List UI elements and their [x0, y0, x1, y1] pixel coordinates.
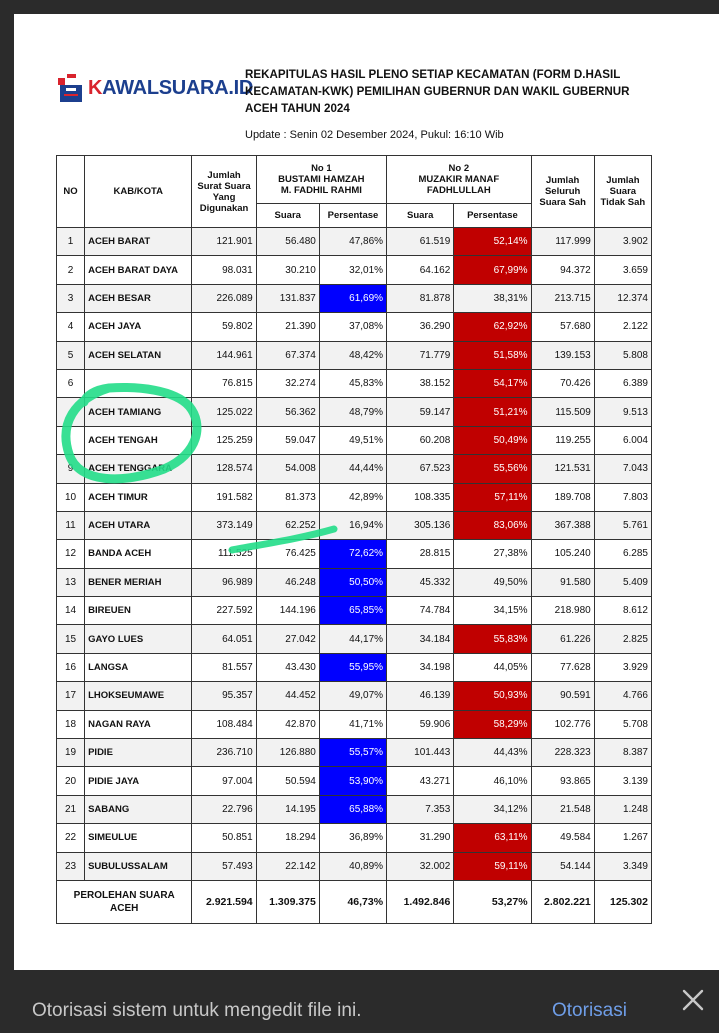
table-row	[57, 739, 652, 767]
row-surat: 226.089	[192, 284, 256, 312]
row-no: 10	[57, 483, 85, 511]
row-no: 2	[57, 256, 85, 284]
row-suara-sah: 54.144	[531, 852, 594, 880]
row-suara-sah: 115.509	[531, 398, 594, 426]
row-persentase-1: 41,71%	[319, 710, 386, 738]
row-suara-sah: 21.548	[531, 795, 594, 823]
row-suara-tidak-sah: 6.004	[594, 426, 651, 454]
row-suara-sah: 139.153	[531, 341, 594, 369]
row-persentase-2: 51,21%	[454, 398, 531, 426]
row-suara-tidak-sah: 5.708	[594, 710, 651, 738]
row-persentase-1: 48,42%	[319, 341, 386, 369]
row-no: 9	[57, 455, 85, 483]
row-suara-1: 21.390	[256, 313, 319, 341]
row-persentase-1: 45,83%	[319, 369, 386, 397]
row-persentase-2: 59,11%	[454, 852, 531, 880]
total-surat: 2.921.594	[192, 880, 256, 923]
header-suara-tidak-sah: Jumlah Suara Tidak Sah	[594, 156, 651, 228]
row-persentase-1: 53,90%	[319, 767, 386, 795]
row-no: 1	[57, 228, 85, 256]
row-no: 12	[57, 540, 85, 568]
row-persentase-2: 63,11%	[454, 824, 531, 852]
table-row	[57, 483, 652, 511]
row-surat: 57.493	[192, 852, 256, 880]
row-suara-sah: 117.999	[531, 228, 594, 256]
row-surat: 111.525	[192, 540, 256, 568]
table-row	[57, 653, 652, 681]
row-kab-kota: ACEH TENGAH	[85, 426, 192, 454]
row-no: 5	[57, 341, 85, 369]
row-persentase-2: 50,49%	[454, 426, 531, 454]
row-surat: 97.004	[192, 767, 256, 795]
row-no: 17	[57, 682, 85, 710]
row-no: 14	[57, 597, 85, 625]
row-suara-tidak-sah: 3.349	[594, 852, 651, 880]
row-surat: 96.989	[192, 568, 256, 596]
table-row	[57, 369, 652, 397]
row-suara-tidak-sah: 8.387	[594, 739, 651, 767]
row-surat: 22.796	[192, 795, 256, 823]
row-suara-sah: 213.715	[531, 284, 594, 312]
row-suara-1: 59.047	[256, 426, 319, 454]
row-suara-tidak-sah: 3.659	[594, 256, 651, 284]
row-suara-tidak-sah: 8.612	[594, 597, 651, 625]
row-no: 13	[57, 568, 85, 596]
table-row	[57, 767, 652, 795]
row-no: 22	[57, 824, 85, 852]
row-persentase-2: 52,14%	[454, 228, 531, 256]
row-suara-tidak-sah: 12.374	[594, 284, 651, 312]
table-row	[57, 511, 652, 539]
row-suara-1: 56.362	[256, 398, 319, 426]
row-suara-1: 131.837	[256, 284, 319, 312]
row-suara-2: 36.290	[387, 313, 454, 341]
row-kab-kota: SIMEULUE	[85, 824, 192, 852]
row-surat: 144.961	[192, 341, 256, 369]
row-suara-2: 108.335	[387, 483, 454, 511]
logo-letter-k: K	[88, 76, 103, 99]
row-no: 20	[57, 767, 85, 795]
row-kab-kota: PIDIE	[85, 739, 192, 767]
row-suara-sah: 93.865	[531, 767, 594, 795]
header-kab-kota: KAB/KOTA	[85, 156, 192, 228]
row-surat: 95.357	[192, 682, 256, 710]
row-surat: 121.901	[192, 228, 256, 256]
row-persentase-2: 58,29%	[454, 710, 531, 738]
row-surat: 227.592	[192, 597, 256, 625]
row-suara-1: 44.452	[256, 682, 319, 710]
row-kab-kota: SABANG	[85, 795, 192, 823]
row-persentase-2: 55,56%	[454, 455, 531, 483]
table-row	[57, 426, 652, 454]
row-suara-sah: 121.531	[531, 455, 594, 483]
table-row	[57, 824, 652, 852]
row-suara-1: 22.142	[256, 852, 319, 880]
row-kab-kota: GAYO LUES	[85, 625, 192, 653]
row-suara-2: 64.162	[387, 256, 454, 284]
header-persentase-1: Persentase	[319, 204, 386, 228]
row-suara-1: 81.373	[256, 483, 319, 511]
row-kab-kota: ACEH TENGGARA	[85, 455, 192, 483]
row-persentase-2: 34,15%	[454, 597, 531, 625]
row-kab-kota: BENER MERIAH	[85, 568, 192, 596]
table-row	[57, 284, 652, 312]
row-suara-tidak-sah: 1.248	[594, 795, 651, 823]
row-no: 21	[57, 795, 85, 823]
logo-wordmark	[88, 77, 253, 100]
table-row	[57, 455, 652, 483]
row-persentase-2: 51,58%	[454, 341, 531, 369]
row-suara-sah: 57.680	[531, 313, 594, 341]
row-persentase-1: 61,69%	[319, 284, 386, 312]
row-surat: 108.484	[192, 710, 256, 738]
row-suara-1: 62.252	[256, 511, 319, 539]
row-suara-2: 38.152	[387, 369, 454, 397]
row-kab-kota: ACEH BARAT DAYA	[85, 256, 192, 284]
row-suara-sah: 367.388	[531, 511, 594, 539]
header-persentase-2: Persentase	[454, 204, 531, 228]
row-suara-2: 43.271	[387, 767, 454, 795]
row-kab-kota: ACEH SELATAN	[85, 341, 192, 369]
row-suara-sah: 61.226	[531, 625, 594, 653]
header-jumlah-surat: Jumlah Surat Suara Yang Digunakan	[192, 156, 256, 228]
row-persentase-2: 55,83%	[454, 625, 531, 653]
row-suara-tidak-sah: 6.389	[594, 369, 651, 397]
total-suara-sah: 2.802.221	[531, 880, 594, 923]
row-suara-2: 61.519	[387, 228, 454, 256]
recap-table	[56, 155, 652, 924]
row-no	[57, 426, 85, 454]
row-surat: 81.557	[192, 653, 256, 681]
row-surat: 191.582	[192, 483, 256, 511]
row-persentase-2: 50,93%	[454, 682, 531, 710]
row-surat: 64.051	[192, 625, 256, 653]
row-suara-tidak-sah: 4.766	[594, 682, 651, 710]
row-no: 15	[57, 625, 85, 653]
row-kab-kota	[85, 369, 192, 397]
row-surat: 125.259	[192, 426, 256, 454]
row-persentase-1: 44,17%	[319, 625, 386, 653]
table-row	[57, 682, 652, 710]
row-suara-2: 59.147	[387, 398, 454, 426]
row-suara-tidak-sah: 6.285	[594, 540, 651, 568]
row-kab-kota: ACEH TAMIANG	[85, 398, 192, 426]
total-persentase-1: 46,73%	[319, 880, 386, 923]
row-kab-kota: ACEH UTARA	[85, 511, 192, 539]
row-kab-kota: LHOKSEUMAWE	[85, 682, 192, 710]
row-persentase-2: 83,06%	[454, 511, 531, 539]
row-persentase-1: 40,89%	[319, 852, 386, 880]
row-suara-1: 42.870	[256, 710, 319, 738]
table-row	[57, 597, 652, 625]
row-persentase-2: 54,17%	[454, 369, 531, 397]
row-suara-2: 28.815	[387, 540, 454, 568]
table-row	[57, 341, 652, 369]
row-suara-sah: 49.584	[531, 824, 594, 852]
row-suara-2: 32.002	[387, 852, 454, 880]
row-persentase-2: 27,38%	[454, 540, 531, 568]
row-no: 16	[57, 653, 85, 681]
row-suara-1: 67.374	[256, 341, 319, 369]
row-no: 18	[57, 710, 85, 738]
row-suara-1: 18.294	[256, 824, 319, 852]
row-suara-1: 27.042	[256, 625, 319, 653]
row-suara-2: 67.523	[387, 455, 454, 483]
row-surat: 373.149	[192, 511, 256, 539]
row-persentase-1: 42,89%	[319, 483, 386, 511]
snackbar-message: Otorisasi sistem untuk mengedit file ini.	[32, 1000, 362, 1021]
table-row	[57, 568, 652, 596]
row-suara-2: 60.208	[387, 426, 454, 454]
header-candidate-2: No 2 MUZAKIR MANAF FADHLULLAH	[387, 156, 531, 204]
row-kab-kota: BANDA ACEH	[85, 540, 192, 568]
row-suara-2: 81.878	[387, 284, 454, 312]
logo-letters: AWALSUARA.ID	[102, 76, 253, 99]
row-surat: 128.574	[192, 455, 256, 483]
row-suara-2: 45.332	[387, 568, 454, 596]
table-row	[57, 795, 652, 823]
row-persentase-1: 72,62%	[319, 540, 386, 568]
row-suara-1: 50.594	[256, 767, 319, 795]
total-label: PEROLEHAN SUARA ACEH	[57, 880, 192, 923]
row-suara-sah: 90.591	[531, 682, 594, 710]
row-suara-tidak-sah: 2.122	[594, 313, 651, 341]
header-candidate-1: No 1 BUSTAMI HAMZAH M. FADHIL RAHMI	[256, 156, 386, 204]
row-persentase-1: 65,85%	[319, 597, 386, 625]
total-suara-2: 1.492.846	[387, 880, 454, 923]
row-suara-sah: 70.426	[531, 369, 594, 397]
row-persentase-1: 32,01%	[319, 256, 386, 284]
row-no: 19	[57, 739, 85, 767]
row-persentase-1: 65,88%	[319, 795, 386, 823]
row-suara-sah: 218.980	[531, 597, 594, 625]
table-row	[57, 710, 652, 738]
row-persentase-1: 48,79%	[319, 398, 386, 426]
row-suara-1: 144.196	[256, 597, 319, 625]
row-no: 23	[57, 852, 85, 880]
row-surat: 59.802	[192, 313, 256, 341]
row-suara-sah: 91.580	[531, 568, 594, 596]
row-suara-sah: 105.240	[531, 540, 594, 568]
row-suara-2: 7.353	[387, 795, 454, 823]
row-suara-sah: 102.776	[531, 710, 594, 738]
row-surat: 125.022	[192, 398, 256, 426]
table-row	[57, 256, 652, 284]
row-suara-tidak-sah: 3.902	[594, 228, 651, 256]
header-suara-1: Suara	[256, 204, 319, 228]
row-kab-kota: NAGAN RAYA	[85, 710, 192, 738]
row-persentase-2: 67,99%	[454, 256, 531, 284]
total-persentase-2: 53,27%	[454, 880, 531, 923]
row-persentase-1: 55,57%	[319, 739, 386, 767]
close-icon[interactable]	[678, 985, 708, 1015]
row-suara-tidak-sah: 5.808	[594, 341, 651, 369]
row-suara-tidak-sah: 2.825	[594, 625, 651, 653]
row-suara-2: 74.784	[387, 597, 454, 625]
row-persentase-2: 62,92%	[454, 313, 531, 341]
row-suara-2: 71.779	[387, 341, 454, 369]
row-suara-1: 126.880	[256, 739, 319, 767]
row-suara-tidak-sah: 5.409	[594, 568, 651, 596]
total-suara-1: 1.309.375	[256, 880, 319, 923]
snackbar	[0, 970, 719, 1033]
row-kab-kota: ACEH TIMUR	[85, 483, 192, 511]
row-persentase-1: 49,51%	[319, 426, 386, 454]
row-persentase-2: 44,05%	[454, 653, 531, 681]
table-row	[57, 852, 652, 880]
row-suara-1: 76.425	[256, 540, 319, 568]
row-suara-2: 34.198	[387, 653, 454, 681]
authorize-button[interactable]: Otorisasi	[552, 1000, 627, 1021]
row-persentase-1: 55,95%	[319, 653, 386, 681]
row-no: 11	[57, 511, 85, 539]
row-suara-tidak-sah: 7.803	[594, 483, 651, 511]
row-suara-tidak-sah: 7.043	[594, 455, 651, 483]
recap-table-body	[57, 228, 652, 881]
row-suara-1: 14.195	[256, 795, 319, 823]
row-surat: 98.031	[192, 256, 256, 284]
row-surat: 50.851	[192, 824, 256, 852]
row-no: 4	[57, 313, 85, 341]
row-kab-kota: LANGSA	[85, 653, 192, 681]
row-persentase-2: 34,12%	[454, 795, 531, 823]
row-suara-1: 46.248	[256, 568, 319, 596]
row-kab-kota: ACEH BESAR	[85, 284, 192, 312]
table-row	[57, 540, 652, 568]
total-row	[57, 880, 652, 923]
table-row	[57, 398, 652, 426]
row-suara-1: 30.210	[256, 256, 319, 284]
row-persentase-1: 44,44%	[319, 455, 386, 483]
header-suara-2: Suara	[387, 204, 454, 228]
row-suara-sah: 94.372	[531, 256, 594, 284]
row-suara-tidak-sah: 5.761	[594, 511, 651, 539]
row-suara-2: 46.139	[387, 682, 454, 710]
row-no	[57, 398, 85, 426]
row-suara-tidak-sah: 1.267	[594, 824, 651, 852]
row-suara-sah: 189.708	[531, 483, 594, 511]
row-persentase-2: 44,43%	[454, 739, 531, 767]
row-suara-2: 34.184	[387, 625, 454, 653]
row-no: 6	[57, 369, 85, 397]
total-suara-tidak-sah: 125.302	[594, 880, 651, 923]
header-no: NO	[57, 156, 85, 228]
row-kab-kota: SUBULUSSALAM	[85, 852, 192, 880]
row-kab-kota: ACEH BARAT	[85, 228, 192, 256]
row-persentase-1: 47,86%	[319, 228, 386, 256]
row-suara-tidak-sah: 9.513	[594, 398, 651, 426]
row-suara-sah: 77.628	[531, 653, 594, 681]
row-suara-2: 59.906	[387, 710, 454, 738]
row-persentase-1: 49,07%	[319, 682, 386, 710]
header-suara-sah: Jumlah Seluruh Suara Sah	[531, 156, 594, 228]
document-page	[14, 14, 719, 970]
table-row	[57, 228, 652, 256]
row-persentase-2: 46,10%	[454, 767, 531, 795]
row-kab-kota: BIREUEN	[85, 597, 192, 625]
row-suara-sah: 119.255	[531, 426, 594, 454]
row-suara-1: 43.430	[256, 653, 319, 681]
row-suara-1: 54.008	[256, 455, 319, 483]
row-suara-2: 101.443	[387, 739, 454, 767]
document-title: REKAPITULAS HASIL PLENO SETIAP KECAMATAN (FORM D.HASIL KECAMATAN-KWK) PEMILIHAN GUBERNUR DAN WAKIL GUBERNUR ACEH TAHUN 2024	[245, 68, 630, 115]
row-suara-tidak-sah: 3.139	[594, 767, 651, 795]
row-suara-2: 305.136	[387, 511, 454, 539]
row-suara-tidak-sah: 3.929	[594, 653, 651, 681]
row-suara-1: 56.480	[256, 228, 319, 256]
row-persentase-2: 49,50%	[454, 568, 531, 596]
table-row	[57, 313, 652, 341]
row-suara-2: 31.290	[387, 824, 454, 852]
ballot-box-icon	[56, 72, 86, 104]
row-no: 3	[57, 284, 85, 312]
table-row	[57, 625, 652, 653]
row-persentase-1: 50,50%	[319, 568, 386, 596]
row-kab-kota: PIDIE JAYA	[85, 767, 192, 795]
row-persentase-2: 57,11%	[454, 483, 531, 511]
row-persentase-1: 37,08%	[319, 313, 386, 341]
row-suara-sah: 228.323	[531, 739, 594, 767]
row-kab-kota: ACEH JAYA	[85, 313, 192, 341]
row-persentase-2: 38,31%	[454, 284, 531, 312]
row-suara-1: 32.274	[256, 369, 319, 397]
row-surat: 76.815	[192, 369, 256, 397]
kawalsuara-logo	[56, 72, 253, 104]
row-surat: 236.710	[192, 739, 256, 767]
row-persentase-1: 16,94%	[319, 511, 386, 539]
update-timestamp: Update : Senin 02 Desember 2024, Pukul: 16:10 Wib	[245, 129, 504, 141]
row-persentase-1: 36,89%	[319, 824, 386, 852]
